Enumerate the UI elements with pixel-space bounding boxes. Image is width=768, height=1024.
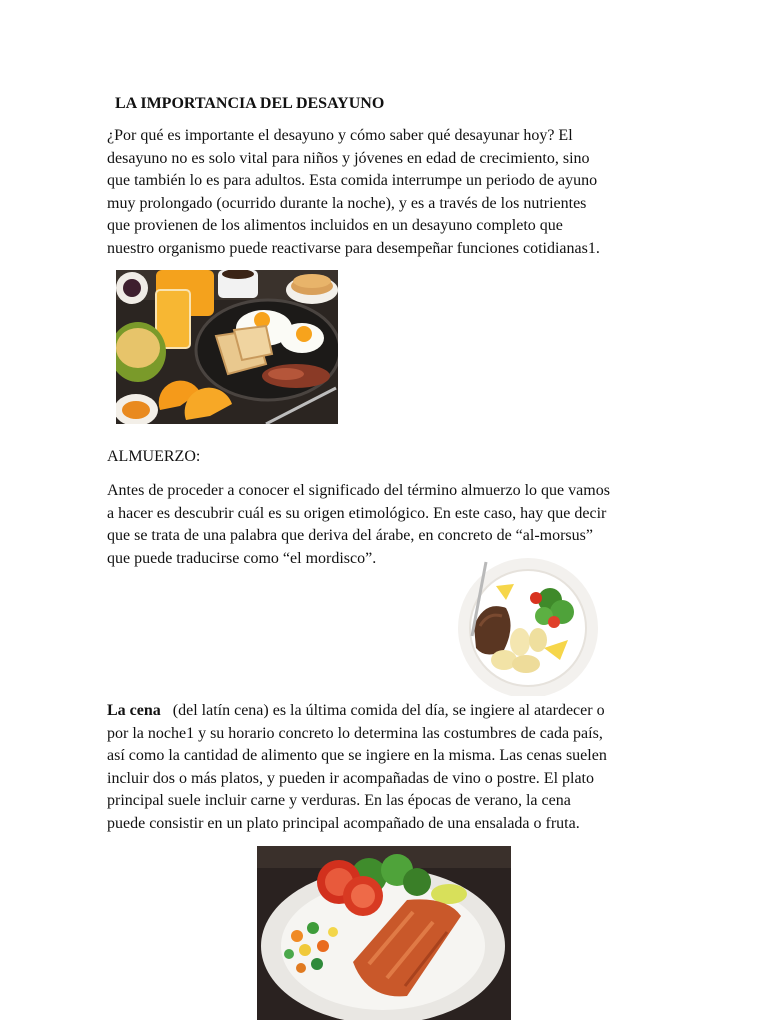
paragraph-line: incluir dos o más platos, y pueden ir acompañadas de vino o postre. El plato	[107, 769, 594, 787]
dinner-line-rest: (del latín cena) es la última comida del día, se ingiere al atardecer o	[160, 702, 605, 719]
dinner-lead-term: La cena	[107, 702, 161, 719]
paragraph-line: ¿Por qué es importante el desayuno y cómo saber qué desayunar hoy? El	[107, 127, 573, 144]
paragraph-line: Antes de proceder a conocer el significado del término almuerzo lo que vamos	[107, 482, 610, 499]
paragraph-line: por la noche1 y su horario concreto lo determina las costumbres de cada país,	[107, 724, 603, 742]
paragraph-line: que se trata de una palabra que deriva del árabe, en concreto de “al-morsus”	[107, 527, 593, 544]
paragraph-line: a hacer es descubrir cuál es su origen etimológico. En este caso, hay que decir	[107, 504, 607, 522]
lunch-photo	[444, 556, 604, 696]
section-title-breakfast: LA IMPORTANCIA DEL DESAYUNO	[115, 95, 385, 112]
paragraph-line: que puede traducirse como “el mordisco”.	[107, 549, 377, 567]
dinner-paragraph	[107, 700, 667, 835]
paragraph-line: que provienen de los alimentos incluidos en un desayuno completo que	[107, 217, 563, 234]
paragraph-line: así como la cantidad de alimento que se ingiere en la misma. Las cenas suelen	[107, 747, 607, 764]
paragraph-line: que también lo es para adultos. Esta comida interrumpe un periodo de ayuno	[107, 172, 598, 189]
paragraph-line: principal suele incluir carne y verduras. En las épocas de verano, la cena	[107, 792, 571, 809]
breakfast-paragraph	[107, 125, 667, 260]
paragraph-line	[107, 700, 667, 723]
paragraph-line: nuestro organismo puede reactivarse para desempeñar funciones cotidianas1.	[107, 239, 600, 257]
dinner-photo	[257, 846, 511, 1020]
paragraph-line: desayuno no es solo vital para niños y jóvenes en edad de crecimiento, sino	[107, 149, 590, 167]
paragraph-line: puede consistir en un plato principal acompañado de una ensalada o fruta.	[107, 814, 580, 832]
breakfast-photo	[116, 270, 338, 424]
section-heading-lunch: ALMUERZO:	[107, 448, 201, 465]
paragraph-line: muy prolongado (ocurrido durante la noche), y es a través de los nutrientes	[107, 194, 587, 212]
